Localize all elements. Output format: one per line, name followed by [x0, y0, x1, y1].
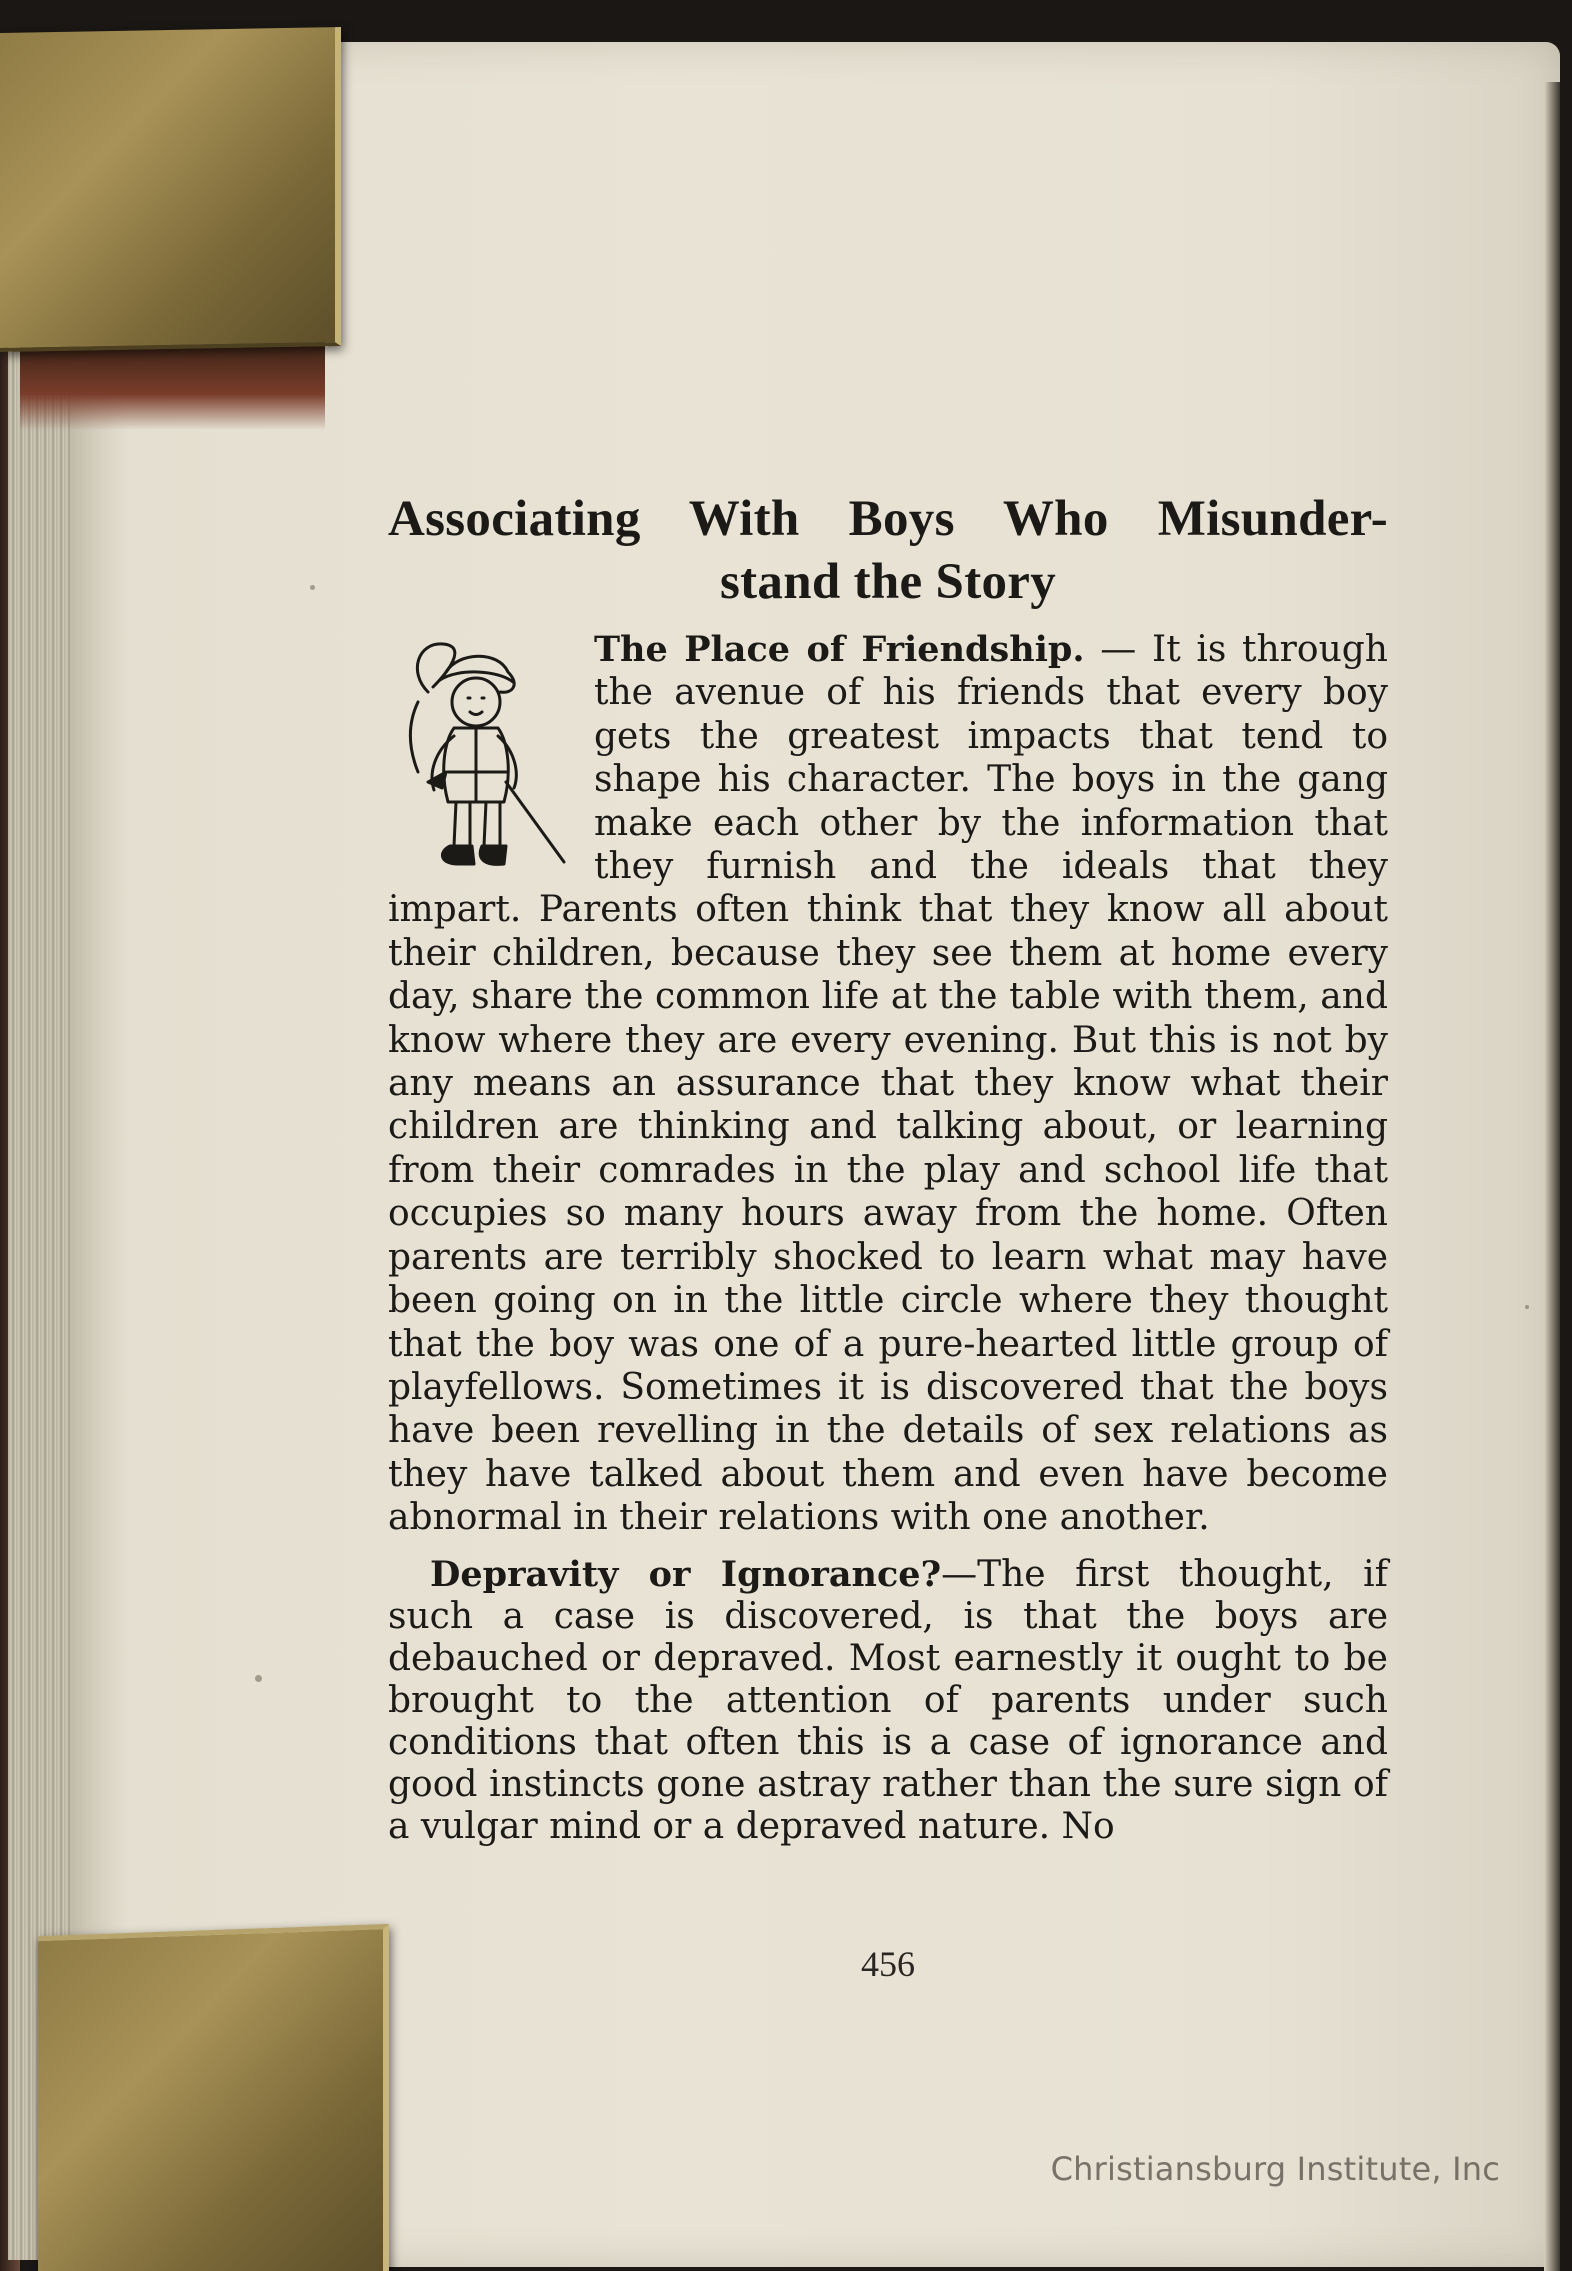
- title-line-2: stand the Story: [719, 554, 1057, 610]
- chapter-title: [388, 488, 1388, 614]
- paragraph-2-text: —The first thought, if such a case is discovered, is that the boys are debauched or depraved. Most earnestly it ought to be brought to the attention of parents under such conditions that often this is a case of ignorance and good instincts gone astray rather than the sure sign of a vulgar mind or a depraved nature. No: [388, 1553, 1388, 1847]
- section-heading-1: The Place of Friendship.: [594, 629, 1085, 670]
- paper-speck: [1525, 1305, 1529, 1309]
- brass-corner-top: [0, 27, 341, 352]
- boy-with-whip-icon: [388, 632, 578, 887]
- page-text-block: [388, 488, 1388, 1984]
- title-line-1: Associating With Boys Who Misunder-: [388, 491, 1388, 547]
- section-heading-2: Depravity or Ignorance?: [430, 1553, 942, 1595]
- paragraph-1-text: — It is through the avenue of his friends that every boy gets the greatest impacts that tend to shape his character. The boys in the gang make each other by the information that they furnish and the ideals that they impart. Parents often think that they know all about their children, because they see them at home every day, share the common life at the table with them, and know where they are every evening. But this is not by any means an assurance that they know what their children are thinking and talking about, or learning from their comrades in the play and school life that occupies so many hours away from the home. Often parents are terribly shocked to learn what may have been going on in the little circle where they thought that the boy was one of a pure-hearted little group of playfellows. Sometimes it is discovered that the boys have been revelling in the details of sex relations as they have talked about them and even have become abnormal in their relations with one another.: [388, 629, 1388, 1539]
- page-right-edge: [1544, 82, 1560, 2271]
- brass-corner-bottom: [38, 1924, 389, 2271]
- paragraph-2: [388, 1554, 1388, 1848]
- watermark-text: Christiansburg Institute, Inc: [1050, 2150, 1500, 2188]
- paper-speck: [255, 1675, 262, 1682]
- page-number: 456: [861, 1944, 915, 1984]
- corner-shadow: [20, 340, 325, 430]
- paper-speck: [310, 585, 315, 590]
- section-depravity-or-ignorance: [388, 1554, 1388, 1848]
- section-place-of-friendship: [388, 628, 1388, 1540]
